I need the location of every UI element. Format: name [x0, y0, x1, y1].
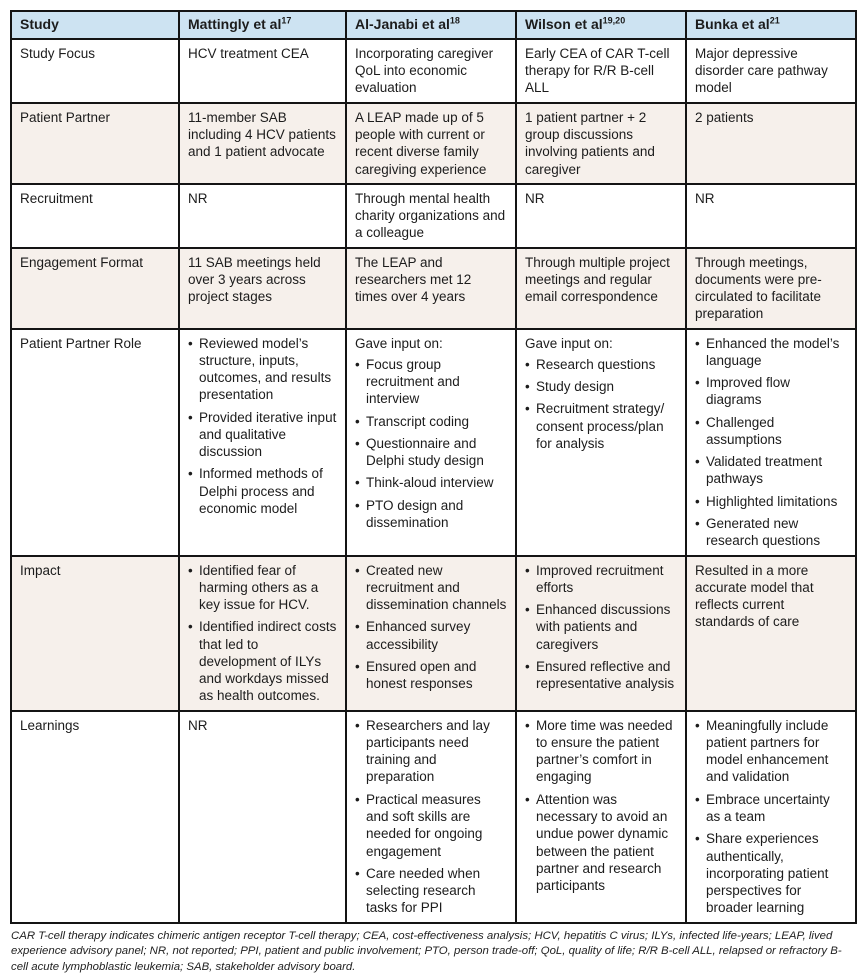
cell-text: 11 SAB meetings held over 3 years across project stages — [188, 254, 321, 305]
citation-superscript: 17 — [281, 15, 292, 26]
bullet-item: • Attention was necessary to avoid an undue power dynamic between the patient partner and research participants — [525, 791, 677, 895]
row-label: Learnings — [11, 711, 179, 923]
table-cell — [346, 556, 516, 711]
bullet-item: • Focus group recruitment and interview — [355, 356, 507, 408]
column-header-wilson-et-al: Wilson et al$^{19,20}$ — [516, 11, 686, 39]
table-row — [11, 103, 856, 184]
table-cell — [346, 711, 516, 923]
citation-superscript: 18 — [449, 15, 460, 26]
cell-text: NR — [188, 717, 208, 733]
cell-intro: Gave input on: — [525, 335, 613, 351]
table-cell — [686, 103, 856, 184]
bullet-item: • Enhanced discussions with patients and caregivers — [525, 601, 677, 653]
table-cell — [179, 103, 346, 184]
bullet-list — [525, 356, 677, 452]
row-label: Impact — [11, 556, 179, 711]
table-cell — [686, 711, 856, 923]
column-header-study: Study — [11, 11, 179, 39]
table-cell — [179, 329, 346, 556]
row-label: Engagement Format — [11, 248, 179, 329]
table-cell — [516, 248, 686, 329]
cell-text: NR — [188, 190, 208, 206]
bullet-item: • Improved flow diagrams — [695, 374, 847, 409]
table-cell — [179, 711, 346, 923]
row-label: Recruitment — [11, 184, 179, 248]
table-cell — [346, 39, 516, 103]
cell-text: The LEAP and researchers met 12 times over 4 years — [355, 254, 472, 305]
table-row — [11, 39, 856, 103]
table-cell — [179, 248, 346, 329]
cell-text: Incorporating caregiver QoL into economic evaluation — [355, 45, 494, 96]
bullet-item: • Enhanced the model’s language — [695, 335, 847, 370]
bullet-item: • Generated new research questions — [695, 515, 847, 550]
cell-text: Through mental health charity organizations and a colleague — [355, 190, 506, 241]
cell-text: Major depressive disorder care pathway model — [695, 45, 828, 96]
table-cell — [686, 248, 856, 329]
bullet-item: • Study design — [525, 378, 677, 395]
citation-superscript: 19,20 — [602, 15, 626, 26]
bullet-list — [525, 717, 677, 895]
bullet-item: • More time was needed to ensure the patient partner’s comfort in engaging — [525, 717, 677, 786]
table-cell — [346, 184, 516, 248]
cell-text: NR — [525, 190, 545, 206]
bullet-item: • Research questions — [525, 356, 677, 373]
bullet-list — [355, 717, 507, 917]
bullet-item: • Recruitment strategy/ consent process/plan for analysis — [525, 400, 677, 452]
cell-text: Early CEA of CAR T-cell therapy for R/R B-cell ALL — [525, 45, 670, 96]
table-cell — [516, 329, 686, 556]
bullet-item: • Think-aloud interview — [355, 474, 507, 491]
table-cell — [686, 184, 856, 248]
study-comparison-table — [10, 10, 857, 924]
bullet-item: • Practical measures and soft skills are needed for ongoing engagement — [355, 791, 507, 860]
bullet-item: • Reviewed model’s structure, inputs, outcomes, and results presentation — [188, 335, 337, 404]
bullet-list — [695, 717, 847, 917]
cell-text: A LEAP made up of 5 people with current or recent diverse family caregiving experience — [355, 109, 487, 177]
bullet-list — [695, 335, 847, 550]
cell-text: 2 patients — [695, 109, 754, 125]
bullet-item: • Care needed when selecting research tasks for PPI — [355, 865, 507, 917]
table-row — [11, 184, 856, 248]
citation-superscript: 21 — [769, 15, 780, 26]
table-cell — [346, 103, 516, 184]
table-cell — [179, 556, 346, 711]
table-cell — [516, 39, 686, 103]
footnote: CAR T-cell therapy indicates chimeric antigen receptor T-cell therapy; CEA, cost-effectiveness analysis; HCV, hepatitis C virus; ILYs, infected life-years; LEAP, lived experience advisory panel; NR, not reported; PPI, patient and public involvement; PTO, person trade-off; QoL, quality of life; R/R B-cell ALL, relapsed or refractory B-cell acute lymphoblastic leukemia; SAB, stakeholder advisory board. — [11, 929, 842, 974]
bullet-item: • Share experiences authentically, incorporating patient perspectives for broader learning — [695, 830, 847, 916]
bullet-item: • Questionnaire and Delphi study design — [355, 435, 507, 470]
bullet-item: • Ensured reflective and representative analysis — [525, 658, 677, 693]
bullet-item: • Validated treatment pathways — [695, 453, 847, 488]
row-label: Study Focus — [11, 39, 179, 103]
cell-text: 11-member SAB including 4 HCV patients and 1 patient advocate — [188, 109, 336, 160]
bullet-list — [188, 562, 337, 705]
column-header-al-janabi-et-al: Al-Janabi et $al^{18}$ — [346, 11, 516, 39]
bullet-item: • Enhanced survey accessibility — [355, 618, 507, 653]
table-row — [11, 329, 856, 556]
column-header-mattingly-et-al: Mattingly et $al^{17}$ — [179, 11, 346, 39]
cell-intro: Gave input on: — [355, 335, 443, 351]
table-row — [11, 711, 856, 923]
table-row — [11, 556, 856, 711]
column-header-bunka-et-al: Bunka et $al^{21}$ — [686, 11, 856, 39]
table-cell — [686, 329, 856, 556]
header-row — [11, 11, 856, 39]
bullet-item: • Ensured open and honest responses — [355, 658, 507, 693]
cell-text: NR — [695, 190, 715, 206]
cell-text: HCV treatment CEA — [188, 45, 309, 61]
table-cell — [686, 556, 856, 711]
table-cell — [516, 556, 686, 711]
table-cell — [686, 39, 856, 103]
bullet-item: • Transcript coding — [355, 413, 507, 430]
bullet-list — [355, 562, 507, 693]
bullet-list — [525, 562, 677, 693]
cell-text: 1 patient partner + 2 group discussions involving patients and caregiver — [525, 109, 655, 177]
row-label: Patient Partner Role — [11, 329, 179, 556]
bullet-item: • Identified indirect costs that led to development of ILYs and workdays missed as health outcomes. — [188, 618, 337, 704]
table-cell — [179, 184, 346, 248]
bullet-item: • PTO design and dissemination — [355, 497, 507, 532]
table-cell — [179, 39, 346, 103]
table-body — [11, 39, 856, 923]
bullet-item: • Identified fear of harming others as a key issue for HCV. — [188, 562, 337, 614]
table-cell — [516, 711, 686, 923]
cell-text: Through multiple project meetings and regular email correspondence — [525, 254, 670, 305]
table-row — [11, 248, 856, 329]
row-label: Patient Partner — [11, 103, 179, 184]
bullet-item: • Embrace uncertainty as a team — [695, 791, 847, 826]
bullet-item: • Highlighted limitations — [695, 493, 847, 510]
table-cell — [346, 329, 516, 556]
bullet-item: • Researchers and lay participants need training and preparation — [355, 717, 507, 786]
bullet-item: • Created new recruitment and dissemination channels — [355, 562, 507, 614]
cell-text: Resulted in a more accurate model that reflects current standards of care — [695, 562, 814, 630]
bullet-item: • Improved recruitment efforts — [525, 562, 677, 597]
bullet-item: • Meaningfully include patient partners for model enhancement and validation — [695, 717, 847, 786]
bullet-item: • Challenged assumptions — [695, 414, 847, 449]
bullet-list — [355, 356, 507, 531]
cell-text: Through meetings, documents were pre-circulated to facilitate preparation — [695, 254, 822, 322]
table-cell — [516, 184, 686, 248]
bullet-item: • Informed methods of Delphi process and economic model — [188, 465, 337, 517]
table-cell — [346, 248, 516, 329]
bullet-list — [188, 335, 337, 518]
bullet-item: • Provided iterative input and qualitative discussion — [188, 409, 337, 461]
table-cell — [516, 103, 686, 184]
